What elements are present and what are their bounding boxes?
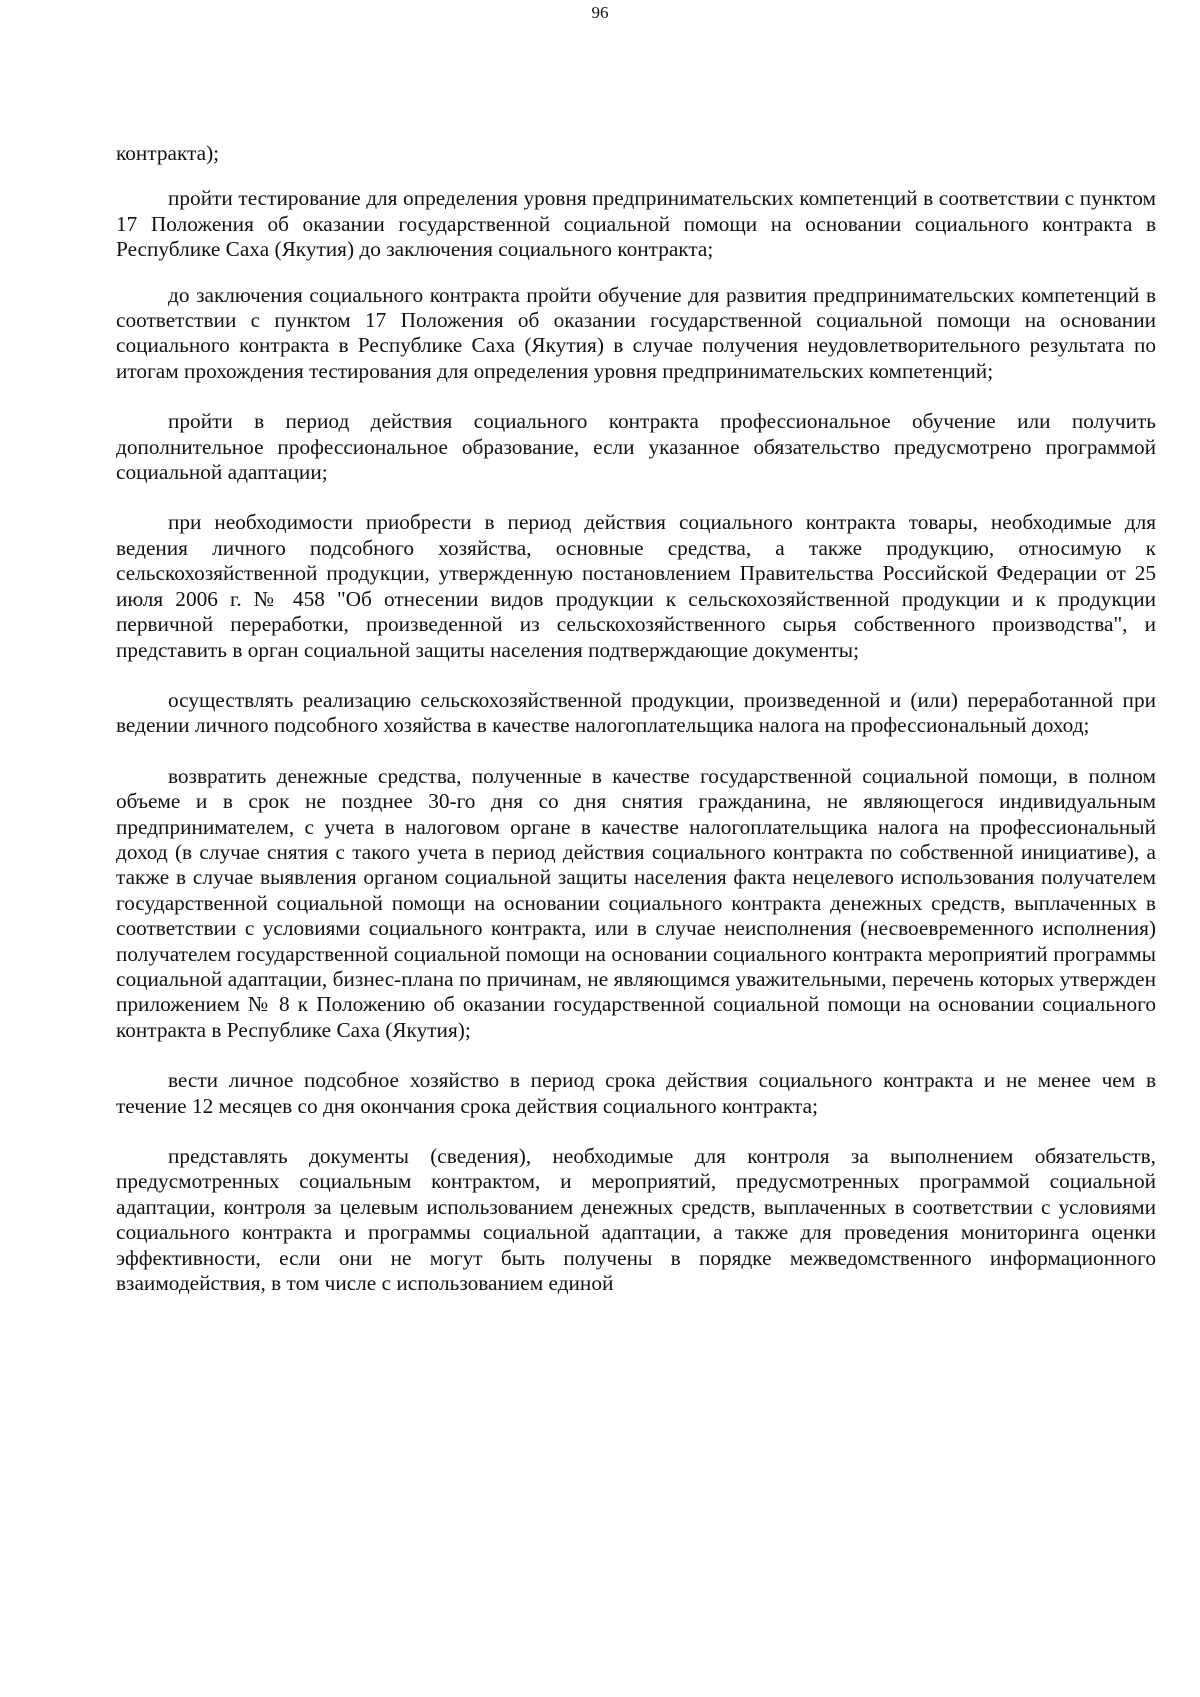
paragraph-sell-produce: осуществлять реализацию сельскохозяйственной продукции, произведенной и (или) переработанной при ведении личного подсобного хозяйства в качестве налогоплательщика налога на профессиональный доход; — [116, 687, 1156, 738]
paragraph-continuation: контракта); — [116, 141, 220, 165]
paragraph-submit-documents: представлять документы (сведения), необходимые для контроля за выполнением обязательств, предусмотренных социальным контрактом, и мероприятий, предусмотренных программой социальной адаптации, контроля за целевым использованием денежных средств, выплаченных в соответствии с условиями социального контракта и программы социальной адаптации, а также для проведения мониторинга оценки эффективности, если они не могут быть получены в порядке межведомственного информационного взаимодействия, в том числе с использованием единой — [116, 1144, 1156, 1296]
document-body — [116, 141, 1156, 1296]
paragraph-training: до заключения социального контракта пройти обучение для развития предпринимательских компетенций в соответствии с пунктом 17 Положения об оказании государственной социальной помощи на основании социального контракта в Республике Саха (Якутия) в случае получения неудовлетворительного результата по итогам прохождения тестирования для определения уровня предпринимательских компетенций; — [116, 282, 1156, 383]
paragraph-testing: пройти тестирование для определения уровня предпринимательских компетенций в соответствии с пунктом 17 Положения об оказании государственной социальной помощи на основании социального контракта в Республике Саха (Якутия) до заключения социального контракта; — [116, 186, 1156, 262]
paragraph-purchase-goods: при необходимости приобрести в период действия социального контракта товары, необходимые для ведения личного подсобного хозяйства, основные средства, а также продукцию, относимую к сельскохозяйственной продукции, утвержденную постановлением Правительства Российской Федерации от 25 июля 2006 г. № 458 "Об отнесении видов продукции к сельскохозяйственной продукции и к продукции первичной переработки, произведенной из сельскохозяйственного сырья собственного производства", и представить в орган социальной защиты населения подтверждающие документы; — [116, 510, 1156, 662]
paragraph-keep-household: вести личное подсобное хозяйство в период срока действия социального контракта и не менее чем в течение 12 месяцев со дня окончания срока действия социального контракта; — [116, 1068, 1156, 1118]
paragraph-professional-education: пройти в период действия социального контракта профессиональное обучение или получить дополнительное профессиональное образование, если указанное обязательство предусмотрено программой социальной адаптации; — [116, 409, 1156, 485]
paragraph-refund-funds: возвратить денежные средства, полученные в качестве государственной социальной помощи, в полном объеме и в срок не позднее 30-го дня со дня снятия гражданина, не являющегося индивидуальным предпринимателем, с учета в налоговом органе в качестве налогоплательщика налога на профессиональный доход (в случае снятия с такого учета в период действия социального контракта по собственной инициативе), а также в случае выявления органом социальной защиты населения факта нецелевого использования получателем государственной социальной помощи на основании социального контракта денежных средств, выплаченных в соответствии с условиями социального контракта, или в случае неисполнения (несвоевременного исполнения) получателем государственной социальной помощи на основании социального контракта мероприятий программы социальной адаптации, бизнес-плана по причинам, не являющимся уважительными, перечень которых утвержден приложением № 8 к Положению об оказании государственной социальной помощи на основании социального контракта в Республике Саха (Якутия); — [116, 763, 1156, 1042]
page-number: 96 — [591, 3, 609, 22]
